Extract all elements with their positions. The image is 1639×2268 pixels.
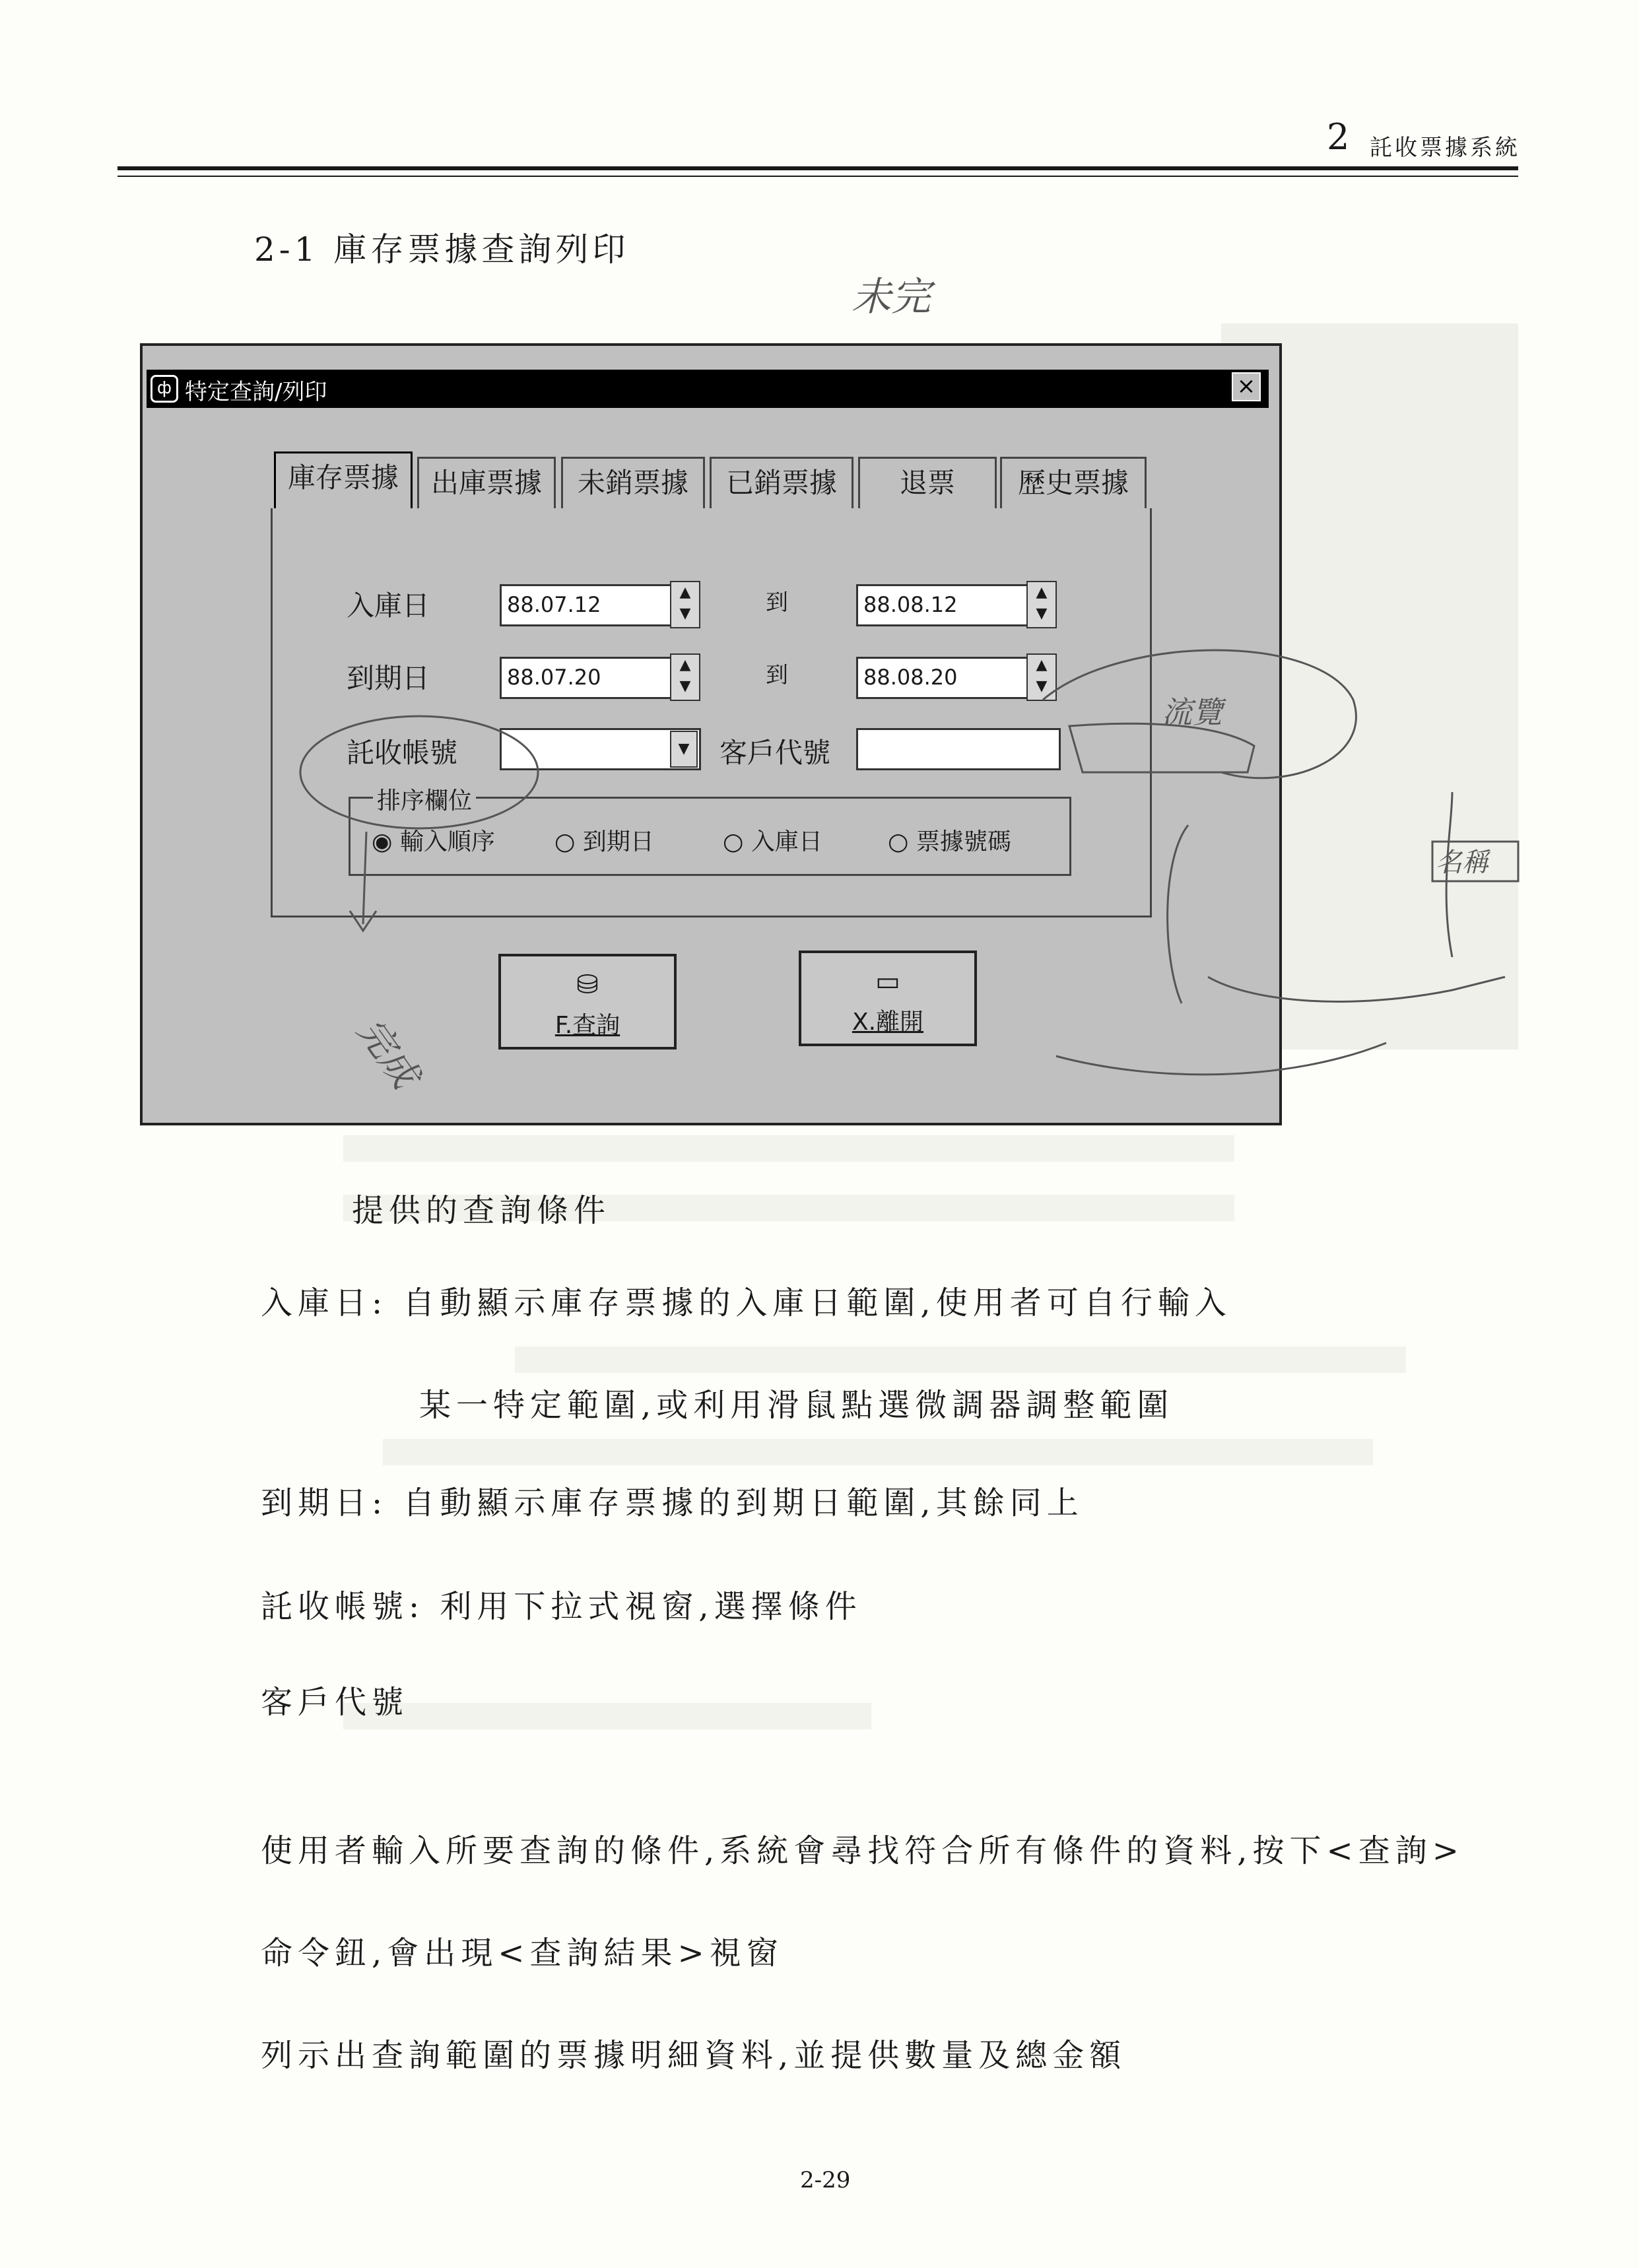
chapter-title: 託收票據系統	[1370, 135, 1520, 161]
usage-line-3: 列示出查詢範圍的票據明細資料,並提供數量及總金額	[261, 2037, 1127, 2074]
conditions-heading: 提供的查詢條件	[352, 1192, 611, 1229]
hand-note-done: 完成	[349, 1010, 427, 1096]
customer-label: 客戶代號	[719, 737, 831, 769]
exit-button-label: X.離開	[852, 1009, 924, 1036]
query-button-label: F.查詢	[554, 1012, 620, 1039]
chapter-number: 2	[1327, 116, 1350, 158]
radio-icon: ○	[723, 828, 744, 855]
dialog-title: 特定查詢/列印	[185, 379, 327, 405]
account-desc: 託收帳號: 利用下拉式視窗,選擇條件	[261, 1588, 862, 1625]
chevron-down-icon[interactable]: ▼	[670, 731, 698, 768]
binoculars-icon: ⛁	[576, 970, 599, 1000]
hand-arrow	[350, 832, 376, 931]
radio-icon: ○	[888, 828, 909, 855]
radio-due-date-label: 到期日	[582, 828, 654, 855]
folder-icon: ▭	[875, 966, 900, 997]
due-date-to-stepper[interactable]: ▲ ▼	[1026, 653, 1057, 701]
hand-note-browse: 流覽	[1162, 694, 1222, 730]
app-logo-icon: ф	[151, 375, 178, 403]
customer-desc: 客戶代號	[261, 1684, 409, 1721]
in-date-desc-2: 某一特定範圍,或利用滑鼠點選微調器調整範圍	[419, 1387, 1174, 1424]
account-label: 託收帳號	[347, 737, 458, 769]
due-date-desc: 到期日: 自動顯示庫存票據的到期日範圍,其餘同上	[261, 1484, 1084, 1521]
tab-outbound[interactable]: 出庫票據	[417, 457, 556, 510]
tab-returned[interactable]: 退票	[858, 457, 997, 510]
usage-line-2: 命令鈕,會出現<查詢結果>視窗	[261, 1935, 784, 1972]
in-date-from-field[interactable]: 88.07.12	[500, 584, 673, 626]
in-date-to-stepper[interactable]: ▲ ▼	[1026, 581, 1057, 628]
radio-icon: ○	[554, 828, 576, 855]
in-date-to-label: 到	[766, 589, 788, 616]
radio-selected-icon: ◉	[372, 828, 393, 855]
due-date-from-stepper[interactable]: ▲ ▼	[670, 653, 700, 701]
radio-input-order-label: 輸入順序	[399, 828, 495, 855]
tab-inventory[interactable]: 庫存票據	[274, 451, 413, 512]
tab-history[interactable]: 歷史票據	[1000, 457, 1147, 510]
radio-in-date-label: 入庫日	[751, 828, 822, 855]
in-date-to-field[interactable]: 88.08.12	[856, 584, 1029, 626]
hand-box	[1069, 723, 1254, 772]
sort-group-label: 排序欄位	[373, 782, 476, 816]
hand-note-unfinished: 未完	[852, 274, 931, 320]
hand-circle	[300, 716, 538, 828]
usage-line-1: 使用者輸入所要查詢的條件,系統會尋找符合所有條件的資料,按下<查詢>	[261, 1832, 1464, 1869]
hand-stroke-1	[1168, 825, 1188, 1003]
in-date-from-stepper[interactable]: ▲ ▼	[670, 581, 700, 628]
due-date-to-field[interactable]: 88.08.20	[856, 657, 1029, 699]
hand-stroke-3	[1056, 1043, 1386, 1075]
due-date-to-label: 到	[766, 662, 788, 688]
due-date-from-field[interactable]: 88.07.20	[500, 657, 673, 699]
page-number: 2-29	[800, 2167, 851, 2193]
hand-note-name: 名稱	[1436, 848, 1488, 878]
radio-bill-number-label: 票據號碼	[916, 828, 1011, 855]
tab-settled[interactable]: 已銷票據	[710, 457, 853, 510]
in-date-label: 入庫日	[347, 589, 430, 622]
due-date-label: 到期日	[347, 662, 430, 694]
close-button[interactable]: ×	[1232, 372, 1261, 401]
hand-stroke-2	[1208, 977, 1505, 1001]
section-title: 2-1 庫存票據查詢列印	[254, 230, 630, 269]
tab-unsettled[interactable]: 未銷票據	[561, 457, 705, 510]
in-date-desc-1: 入庫日: 自動顯示庫存票據的入庫日範圍,使用者可自行輸入	[261, 1284, 1232, 1321]
